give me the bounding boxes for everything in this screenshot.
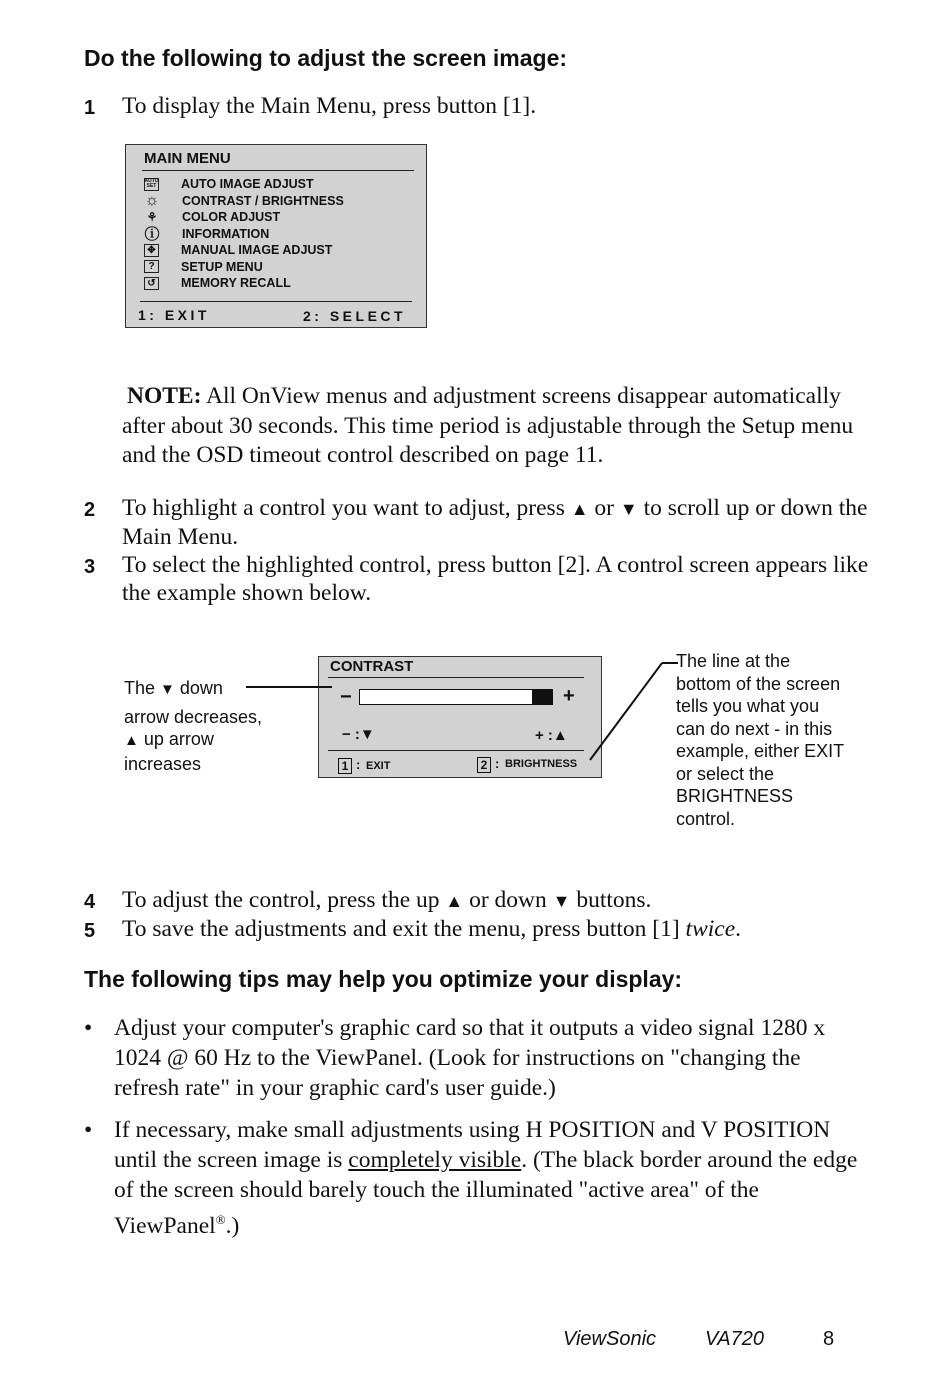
button-2-icon: 2 [477,757,491,773]
bullet-icon: • [84,1117,93,1143]
increase-hint: + :▲ [535,727,568,744]
menu-item-label: MEMORY RECALL [181,276,291,290]
menu-title: MAIN MENU [144,150,231,167]
brightness-hint: BRIGHTNESS [505,758,578,770]
memory-recall-icon: ↺ [144,277,159,290]
callout-arrow-explanation: The ▼ down arrow decreases, ▲ up arrow increases [124,678,263,774]
minus-label: − [340,686,352,708]
button-1-icon: 1 [338,758,352,774]
footer-page-number: 8 [823,1328,835,1350]
section-heading-tips: The following tips may help you optimize your display: [84,966,683,992]
step-text: To display the Main Menu, press button [1]. [122,93,537,119]
step-text: To save the adjustments and exit the menu, press button [1] twice. [122,916,742,942]
step-number: 4 [84,891,96,913]
menu-item-label: MANUAL IMAGE ADJUST [181,243,333,257]
plus-label: + [563,685,575,707]
contrast-control-screen: CONTRAST − + − :▼ + :▲ 1 : EXIT 2 : BRIGHTNESS [318,656,602,778]
section-heading-adjust: Do the following to adjust the screen image: [84,45,568,71]
manual-adjust-icon: ✥ [144,244,159,257]
up-arrow-icon: ▲ [124,732,139,749]
menu-item-label: COLOR ADJUST [182,210,281,224]
menu-item-label: INFORMATION [182,226,270,241]
exit-hint: 1: EXIT [138,307,210,323]
exit-hint: EXIT [366,760,391,772]
step-number: 1 [84,97,96,119]
contrast-title: CONTRAST [330,658,414,675]
footer-model: VA720 [705,1328,764,1350]
step-text: To adjust the control, press the up ▲ or down ▼ buttons. [122,887,652,913]
auto-set-icon: AUTO SET [144,178,159,189]
down-arrow-icon: ▼ [160,681,175,698]
up-arrow-icon: ▲ [445,891,464,911]
bullet-icon: • [84,1015,93,1041]
down-arrow-icon: ▼ [619,499,638,519]
underlined-text: completely visible [348,1147,522,1173]
callout-bottom-line-explanation: The line at the bottom of the screen tells you what you can do next - in this example, either EXIT or select the BRIGHTNESS control. [676,651,845,829]
note-label: NOTE: [127,383,202,409]
step-text: To highlight a control you want to adjust, press ▲ or ▼ to scroll up or down the Main Menu. [122,495,868,550]
menu-item-label: AUTO IMAGE ADJUST [181,177,314,191]
note-text: All OnView menus and adjustment screens disappear automatically after about 30 seconds. This time period is adjustable through the Setup menu and the OSD timeout control described on page 11. [122,383,854,468]
footer-brand: ViewSonic [563,1328,657,1350]
down-arrow-icon: ▼ [552,891,571,911]
brightness-sun-icon: ☼ [144,191,160,209]
up-arrow-icon: ▲ [570,499,589,519]
decrease-hint: − :▼ [342,726,375,743]
menu-item-label: CONTRAST / BRIGHTNESS [182,193,344,208]
step-number: 3 [84,556,96,578]
color-palette-icon: ⚘ [146,210,158,224]
step-number: 5 [84,920,96,942]
step-number: 2 [84,499,96,521]
setup-question-icon: ? [144,260,159,273]
registered-mark: ® [215,1212,226,1227]
info-icon: ⓘ [144,226,160,243]
select-hint: 2: SELECT [303,308,407,324]
tip-text: If necessary, make small adjustments using H POSITION and V POSITION until the screen image is completely visible. (The black border around the edge of the screen should barely touch the illuminated "active area" of the ViewPanel®.) [114,1117,858,1239]
tip-text: Adjust your computer's graphic card so that it outputs a video signal 1280 x 1024 @ 60 Hz to the ViewPanel. (Look for instructions on "changing the refresh rate" in your graphic card's user guide.) [114,1015,826,1101]
emphasis: twice [685,916,736,942]
menu-item-label: SETUP MENU [181,259,263,274]
step-text: To select the highlighted control, press button [2]. A control screen appears like the example shown below. [122,552,869,606]
